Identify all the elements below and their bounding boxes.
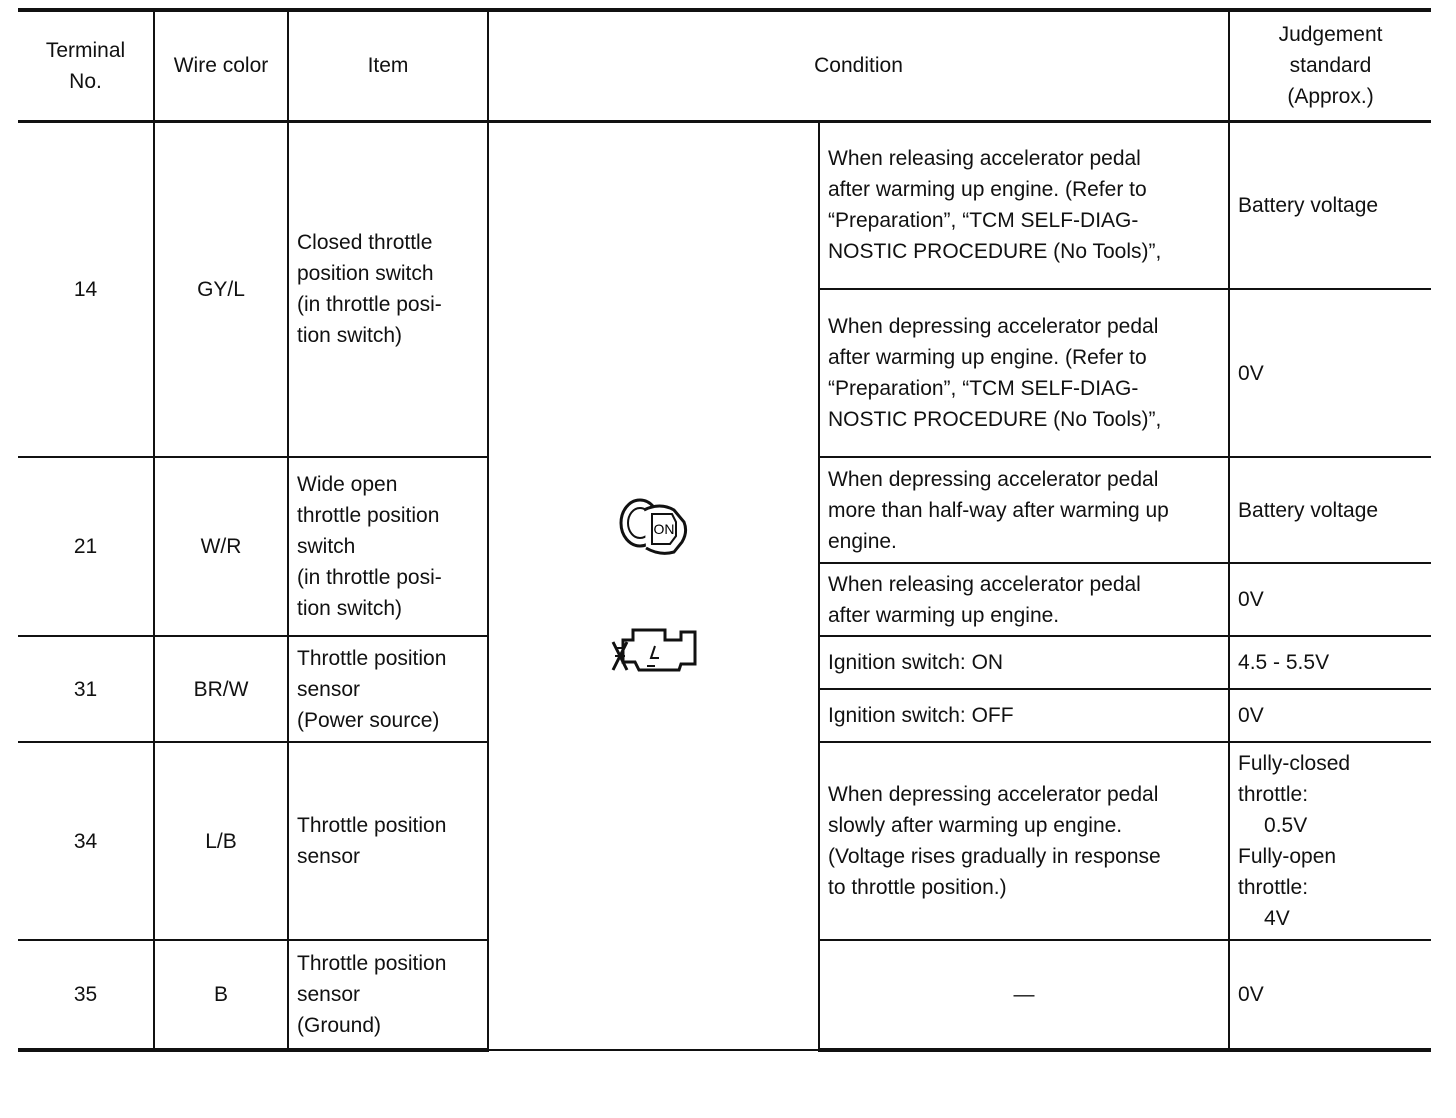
judgement-value: 0V xyxy=(1229,689,1431,742)
wire-color: W/R xyxy=(154,457,288,636)
terminal-no: 31 xyxy=(18,636,154,742)
header-item: Item xyxy=(288,10,488,121)
judgement-value: 4.5 - 5.5V xyxy=(1229,636,1431,689)
condition-text: When depressing accelerator pedal more than half-way after warming up engine. xyxy=(819,457,1229,563)
judgement-line: 4V xyxy=(1264,907,1290,930)
terminal-no: 34 xyxy=(18,742,154,940)
condition-text: Ignition switch: ON xyxy=(819,636,1229,689)
condition-icons-cell xyxy=(488,121,819,1050)
judgement-line: throttle: xyxy=(1238,876,1309,899)
condition-text: When releasing accelerator pedal after warming up engine. (Refer to “Preparation”, “TCM SELF-DIAG- NOSTIC PROCEDURE (No Tools)”, xyxy=(819,121,1229,289)
item: Throttle position sensor (Power source) xyxy=(288,636,488,742)
terminal-inspection-table xyxy=(18,8,1431,1052)
wire-color: GY/L xyxy=(154,121,288,457)
judgement-line: throttle: xyxy=(1238,783,1309,806)
judgement-line: 0.5V xyxy=(1264,814,1308,837)
header-wire-color: Wire color xyxy=(154,10,288,121)
judgement-value: Battery voltage xyxy=(1229,121,1431,289)
judgement-value: Battery voltage xyxy=(1229,457,1431,563)
header-judgement-standard: Judgement standard (Approx.) xyxy=(1229,10,1431,121)
item: Wide open throttle position switch (in throttle posi- tion switch) xyxy=(288,457,488,636)
ignition-key-on-icon xyxy=(616,492,692,558)
condition-text: Ignition switch: OFF xyxy=(819,689,1229,742)
wire-color: BR/W xyxy=(154,636,288,742)
table-row xyxy=(18,121,1431,289)
terminal-no: 21 xyxy=(18,457,154,636)
terminal-no: 14 xyxy=(18,121,154,457)
condition-text: — xyxy=(819,940,1229,1050)
header-condition: Condition xyxy=(488,10,1229,121)
ignition-on-text: ON xyxy=(653,520,674,537)
header-terminal-no: Terminal No. xyxy=(18,10,154,121)
condition-text: When releasing accelerator pedal after warming up engine. xyxy=(819,563,1229,636)
terminal-no: 35 xyxy=(18,940,154,1050)
judgement-value: 0V xyxy=(1229,563,1431,636)
header-row xyxy=(18,10,1431,121)
engine-icon xyxy=(609,618,699,680)
item: Closed throttle position switch (in throttle posi- tion switch) xyxy=(288,121,488,457)
judgement-value: 0V xyxy=(1229,940,1431,1050)
wire-color: B xyxy=(154,940,288,1050)
wire-color: L/B xyxy=(154,742,288,940)
judgement-line: Fully-closed xyxy=(1238,752,1351,775)
condition-text: When depressing accelerator pedal slowly after warming up engine. (Voltage rises gradually in response to throttle position.) xyxy=(819,742,1229,940)
item: Throttle position sensor (Ground) xyxy=(288,940,488,1050)
judgement-value xyxy=(1229,742,1431,940)
judgement-line: Fully-open xyxy=(1238,845,1337,868)
judgement-value: 0V xyxy=(1229,289,1431,457)
condition-text: When depressing accelerator pedal after warming up engine. (Refer to “Preparation”, “TCM SELF-DIAG- NOSTIC PROCEDURE (No Tools)”, xyxy=(819,289,1229,457)
item: Throttle position sensor xyxy=(288,742,488,940)
